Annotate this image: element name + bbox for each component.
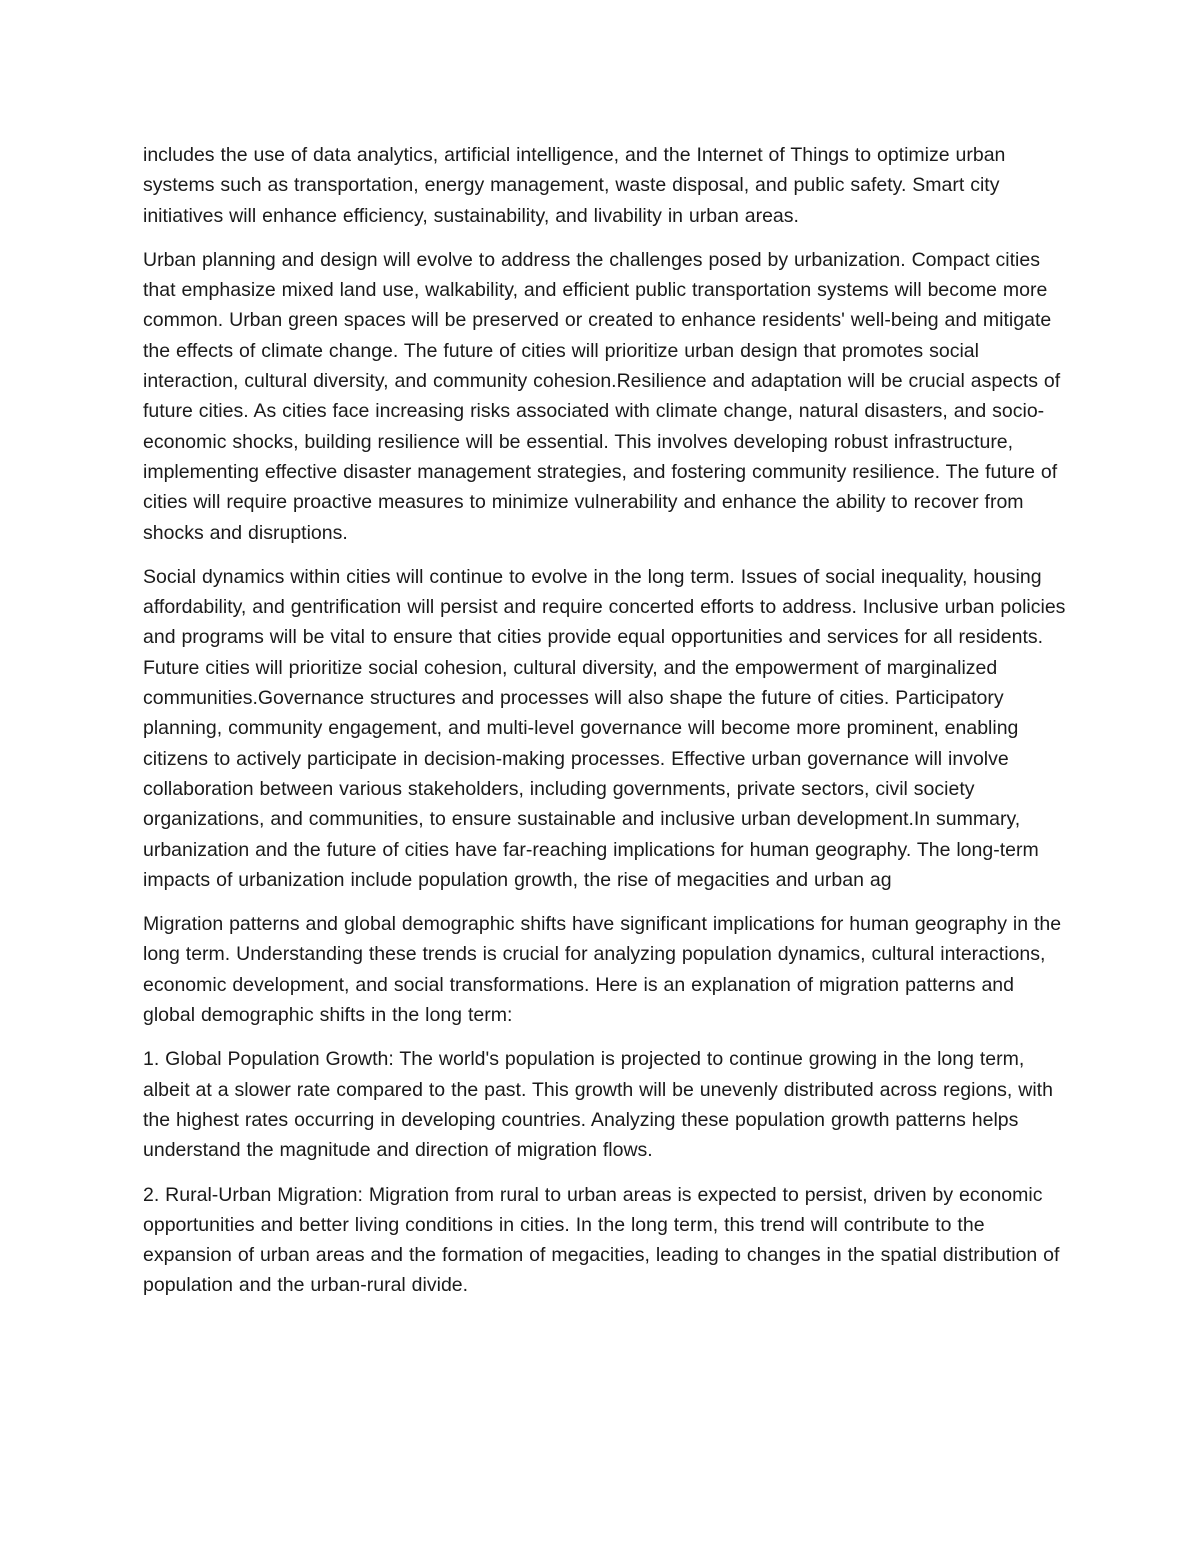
document-body bbox=[143, 140, 1068, 1315]
paragraph-urban-planning: Urban planning and design will evolve to address the challenges posed by urbanization. Compact cities that emphasize mixed land use, walkability, and efficient public transportation systems will become more common. Urban green spaces will be preserved or created to enhance residents' well-being and mitigate the effects of climate change. The future of cities will prioritize urban design that promotes social interaction, cultural diversity, and community cohesion.Resilience and adaptation will be crucial aspects of future cities. As cities face increasing risks associated with climate change, natural disasters, and socio-economic shocks, building resilience will be essential. This involves developing robust infrastructure, implementing effective disaster management strategies, and fostering community resilience. The future of cities will require proactive measures to minimize vulnerability and enhance the ability to recover from shocks and disruptions. bbox=[143, 248, 1061, 544]
paragraph-migration-intro: Migration patterns and global demographic shifts have significant implications for human geography in the long term. Understanding these trends is crucial for analyzing population dynamics, cultural interactions, economic development, and social transformations. Here is an explanation of migration patterns and global demographic shifts in the long term: bbox=[143, 913, 1062, 1027]
paragraph-rural-urban-migration: 2. Rural-Urban Migration: Migration from rural to urban areas is expected to persist, driven by economic opportunities and better living conditions in cities. In the long term, this trend will contribute to the expansion of urban areas and the formation of megacities, leading to changes in the spatial distribution of population and the urban-rural divide. bbox=[143, 1183, 1060, 1297]
paragraph-social-dynamics: Social dynamics within cities will continue to evolve in the long term. Issues of social inequality, housing affordability, and gentrification will persist and require concerted efforts to address. Inclusive urban policies and programs will be vital to ensure that cities provide equal opportunities and services for all residents. Future cities will prioritize social cohesion, cultural diversity, and the empowerment of marginalized communities.Governance structures and processes will also shape the future of cities. Participatory planning, community engagement, and multi-level governance will become more prominent, enabling citizens to actively participate in decision-making processes. Effective urban governance will involve collaboration between various stakeholders, including governments, private sectors, civil society organizations, and communities, to ensure sustainable and inclusive urban development.In summary, urbanization and the future of cities have far-reaching implications for human geography. The long-term impacts of urbanization include population growth, the rise of megacities and urban ag bbox=[143, 565, 1066, 891]
paragraph-smart-city: includes the use of data analytics, artificial intelligence, and the Internet of Things to optimize urban systems such as transportation, energy management, waste disposal, and public safety. Smart city initiatives will enhance efficiency, sustainability, and livability in urban areas. bbox=[143, 144, 1006, 227]
paragraph-population-growth: 1. Global Population Growth: The world's population is projected to continue growing in the long term, albeit at a slower rate compared to the past. This growth will be unevenly distributed across regions, with the highest rates occurring in developing countries. Analyzing these population growth patterns helps understand the magnitude and direction of migration flows. bbox=[143, 1048, 1053, 1162]
